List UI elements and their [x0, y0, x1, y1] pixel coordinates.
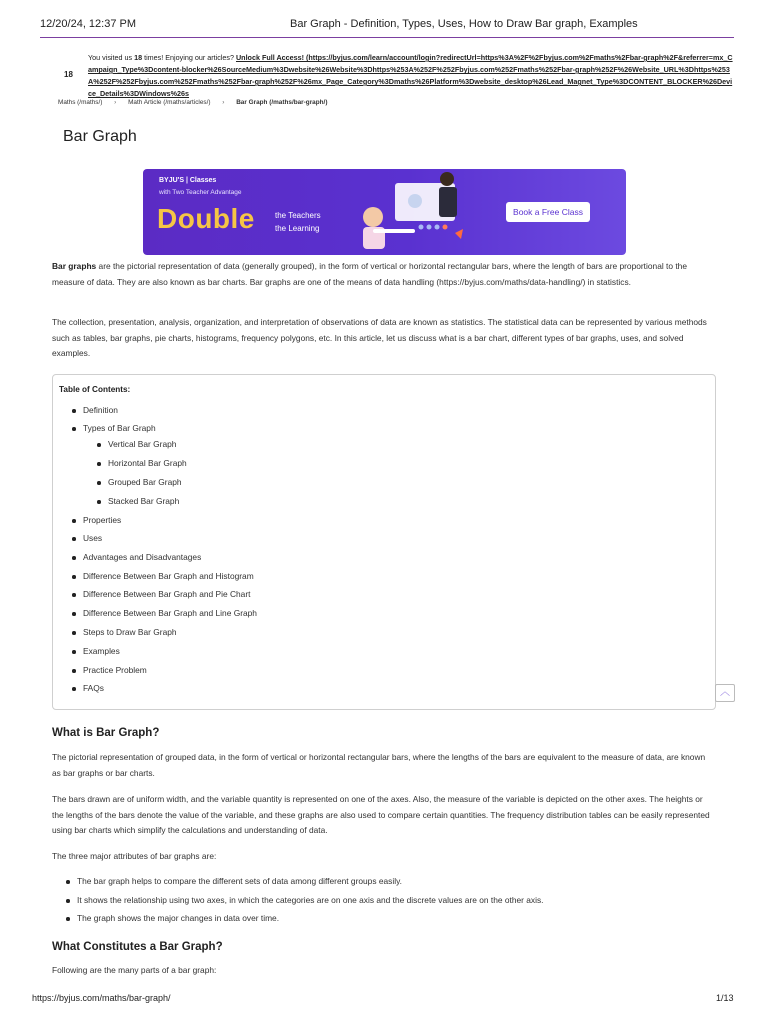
what-is-paragraph-3: The three major attributes of bar graphs are: — [52, 851, 217, 861]
banner-side-text — [275, 209, 321, 235]
print-footer-page: 1/13 — [716, 993, 734, 1003]
banner-side-line1: the Teachers — [275, 211, 321, 220]
promo-banner[interactable] — [143, 169, 626, 255]
breadcrumb-separator: › — [114, 99, 117, 106]
toc-item-practice[interactable]: Practice Problem — [83, 665, 147, 675]
banner-side-line2: the Learning — [275, 224, 320, 233]
section-heading-what-is: What is Bar Graph? — [52, 727, 160, 739]
visit-count: 18 — [134, 53, 143, 62]
page-title: Bar Graph — [63, 128, 137, 145]
banner-illustration-icon — [343, 169, 493, 255]
section-heading-constitutes: What Constitutes a Bar Graph? — [52, 941, 223, 953]
chevron-up-icon: ︿ — [720, 687, 730, 698]
attribute-bullet: It shows the relationship using two axes, in which the categories are on one axis and the discrete values are on the other axis. — [77, 895, 544, 905]
toc-item-steps[interactable]: Steps to Draw Bar Graph — [83, 627, 177, 637]
scroll-to-top-button[interactable] — [715, 684, 735, 702]
toc-item-vs-line-graph[interactable]: Difference Between Bar Graph and Line Graph — [83, 608, 257, 618]
intro-text: are the pictorial representation of data (generally grouped), in the form of vertical or horizontal rectangular bars, where the length of bars are proportional to the measure of data. They are also known as bar charts. Bar graphs are one of the means of data handling (https://byjus.com/maths/data-handling/) in statistics. — [52, 261, 687, 287]
breadcrumb — [58, 99, 337, 106]
banner-subtitle: with Two Teacher Advantage — [159, 189, 242, 196]
breadcrumb-maths-link[interactable]: Maths (/maths/) — [58, 99, 103, 106]
print-date: 12/20/24, 12:37 PM — [40, 18, 137, 30]
what-is-paragraph-1: The pictorial representation of grouped data, in the form of vertical or horizontal rectangular bars, where the lengths of the bars are equivalent to the measure of data, are known as bar graphs or bar charts. — [52, 752, 706, 778]
breadcrumb-separator: › — [222, 99, 225, 106]
breadcrumb-articles-link[interactable]: Math Article (/maths/articles/) — [128, 99, 211, 106]
header-divider — [40, 37, 734, 38]
book-free-class-button[interactable]: Book a Free Class — [506, 202, 590, 222]
toc-item-vs-histogram[interactable]: Difference Between Bar Graph and Histogram — [83, 571, 254, 581]
toc-item-properties[interactable]: Properties — [83, 515, 122, 525]
toc-item-vertical[interactable]: Vertical Bar Graph — [108, 439, 177, 449]
attribute-bullet: The graph shows the major changes in data over time. — [77, 913, 280, 923]
intro-paragraph-2: The collection, presentation, analysis, organization, and interpretation of observations of data are known as statistics. The statistical data can be represented by various methods such as tables, bar graphs, pie charts, histograms, frequency polygons, etc. In this article, let us discuss what is a bar chart, different types of bar graphs, uses, and solved examples. — [52, 317, 707, 359]
print-title: Bar Graph - Definition, Types, Uses, How to Draw Bar graph, Examples — [290, 18, 638, 30]
print-footer-url: https://byjus.com/maths/bar-graph/ — [32, 993, 171, 1003]
toc-item-definition[interactable]: Definition — [83, 405, 118, 415]
visit-middle: times! Enjoying our articles? — [142, 53, 236, 62]
toc-item-faqs[interactable]: FAQs — [83, 683, 104, 693]
toc-item-grouped[interactable]: Grouped Bar Graph — [108, 477, 182, 487]
visit-count-badge: 18 — [64, 70, 73, 79]
toc-item-stacked[interactable]: Stacked Bar Graph — [108, 496, 180, 506]
intro-term: Bar graphs — [52, 261, 97, 271]
what-is-paragraph-2: The bars drawn are of uniform width, and the variable quantity is represented on one of the axes. Also, the measure of the variable is depicted on the other axes. The heights or the lengths of the bars denote the value of the variable, and these graphs are also used to compare certain quantities. The frequency distribution tables can be easily represented using bar charts which simplify the calculations and understanding of data. — [52, 794, 710, 836]
toc-item-advantages[interactable]: Advantages and Disadvantages — [83, 552, 202, 562]
visit-prefix: You visited us — [88, 53, 135, 62]
toc-item-uses[interactable]: Uses — [83, 533, 103, 543]
table-of-contents — [52, 374, 716, 710]
banner-logo: BYJU'S | Classes — [159, 177, 217, 184]
unlock-access-link[interactable]: Unlock Full Access! (https://byjus.com/learn/account/login?redirectUrl=https%3A%2F%2Fbyjus.com%2Fmaths%2Fbar-graph%2F&referrer=mx_Campaign_Type%3Dcontent-blocker%26SourceMedium%3Dwebsite%26Website%3Dhttps%253A%252F%252Fbyjus.com%252Fmaths%252Fbar-graph%252F%26Website_URL%3Dhttps%253A%252F%252Fbyjus.com%252Fmaths%252Fbar-graph%252F%26mx_Page_Category%3Dmaths%26Platform%3Dwebsite_desktop%26Lead_Magnet_Type%3DCONTENT_BLOCKER%26Device_Details%3DWindows%26s — [88, 53, 733, 98]
attribute-bullet: The bar graph helps to compare the different sets of data among different groups easily. — [77, 876, 402, 886]
toc-item-horizontal[interactable]: Horizontal Bar Graph — [108, 458, 187, 468]
intro-paragraph — [52, 259, 716, 290]
breadcrumb-current-link[interactable]: Bar Graph (/maths/bar-graph/) — [236, 99, 328, 106]
banner-headline: Double — [157, 203, 255, 234]
visit-notice — [88, 52, 736, 100]
toc-item-types[interactable]: Types of Bar Graph — [83, 423, 156, 433]
toc-title: Table of Contents: — [59, 385, 131, 394]
toc-item-vs-pie-chart[interactable]: Difference Between Bar Graph and Pie Chart — [83, 589, 251, 599]
toc-item-examples[interactable]: Examples — [83, 646, 120, 656]
constitutes-paragraph: Following are the many parts of a bar graph: — [52, 965, 217, 975]
